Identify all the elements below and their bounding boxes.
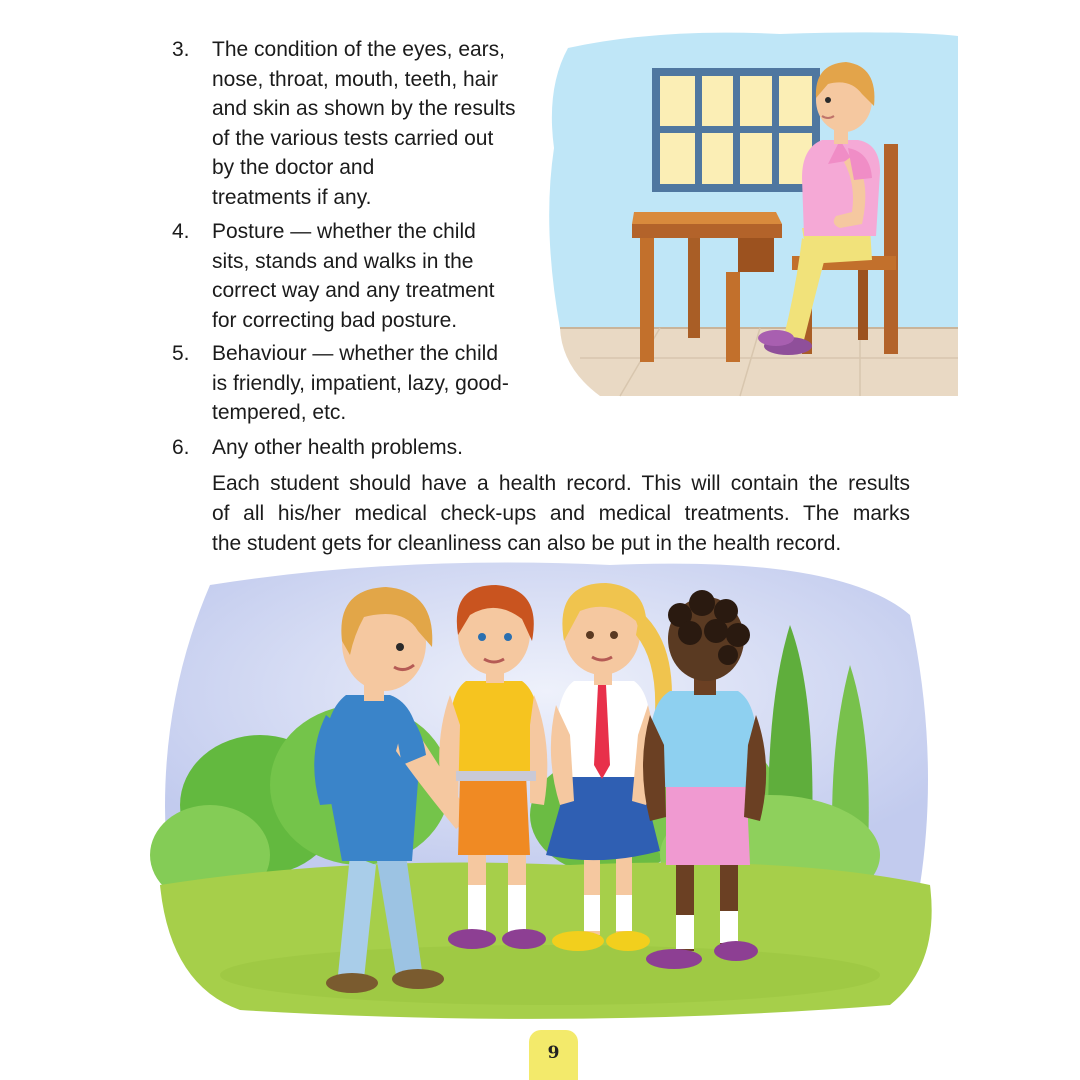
- text-line: sits, stands and walks in the: [212, 249, 474, 273]
- paragraph-line: the student gets for cleanliness can also be put in the health record.: [212, 532, 842, 555]
- health-record-paragraph: [212, 469, 910, 559]
- text-line: Any other health problems.: [212, 436, 463, 459]
- classroom-illustration: [540, 28, 958, 398]
- text-line: by the doctor and: [212, 156, 375, 179]
- text-line: Behaviour — whether the child: [212, 342, 498, 365]
- paragraph-line: Each student should have a health record. This will contain the results: [212, 472, 910, 495]
- list-text: [212, 339, 509, 428]
- text-line: nose, throat, mouth, teeth, hair: [212, 67, 499, 91]
- text-line: The condition of the eyes, ears,: [212, 38, 506, 61]
- list-text: [212, 217, 494, 335]
- text-line: tempered, etc.: [212, 401, 347, 424]
- list-number: 3.: [172, 38, 190, 61]
- list-number: 4.: [172, 220, 190, 243]
- list-text: [212, 35, 516, 212]
- text-line: for correcting bad posture.: [212, 308, 458, 332]
- paragraph-line: of all his/her medical check-ups and medical treatments. The marks: [212, 502, 910, 525]
- text-line: Posture — whether the child: [212, 220, 476, 243]
- text-line: treatments if any.: [212, 185, 372, 209]
- list-number: 5.: [172, 342, 190, 365]
- list-text: [212, 433, 463, 463]
- text-line: of the various tests carried out: [212, 126, 494, 150]
- text-line: and skin as shown by the results: [212, 97, 516, 120]
- page-number-tab: [529, 1030, 578, 1080]
- text-line: is friendly, impatient, lazy, good-: [212, 371, 509, 395]
- list-number: 6.: [172, 436, 190, 459]
- playground-illustration: [150, 555, 940, 1025]
- window-icon: [652, 68, 820, 192]
- text-line: correct way and any treatment: [212, 279, 495, 302]
- page-number: 9: [547, 1043, 560, 1063]
